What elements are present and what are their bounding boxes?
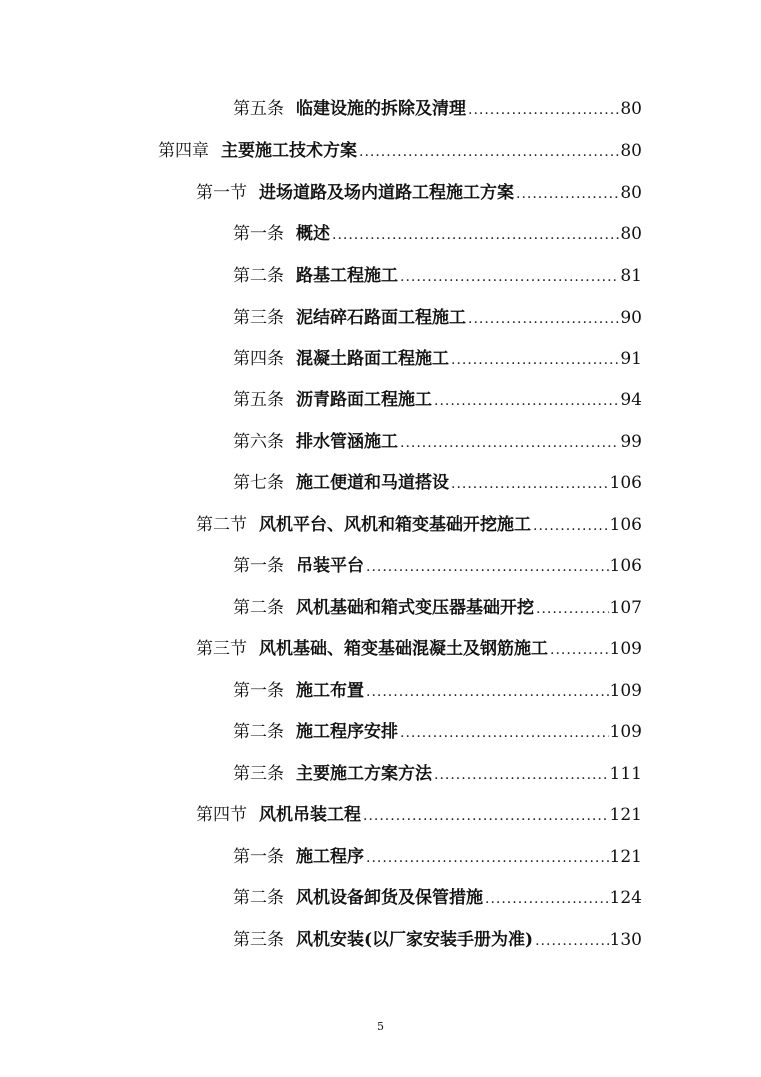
toc-title: 概述 [296, 224, 330, 244]
toc-title: 施工布置 [296, 681, 364, 701]
dot-leader [516, 181, 619, 207]
toc-title: 沥青路面工程施工 [296, 390, 432, 410]
toc-page-number: 99 [620, 432, 642, 452]
dot-leader [363, 803, 609, 829]
toc-title: 吊装平台 [296, 556, 364, 576]
toc-page-number: 124 [609, 888, 642, 908]
toc-title: 风机基础、箱变基础混凝土及钢筋施工 [259, 639, 548, 659]
dot-leader [400, 430, 619, 456]
toc-page-number: 80 [620, 183, 642, 203]
toc-label: 第四章 [158, 141, 209, 161]
toc-page-number: 80 [620, 99, 642, 119]
toc-label: 第二条 [233, 888, 284, 908]
dot-leader [535, 928, 608, 954]
toc-entry[interactable] [196, 180, 642, 206]
toc-entry[interactable] [233, 305, 642, 331]
toc-title: 施工程序 [296, 847, 364, 867]
toc-entry[interactable] [233, 844, 642, 870]
toc-title: 主要施工方案方法 [296, 764, 432, 784]
toc-entry[interactable] [233, 221, 642, 247]
toc-label: 第三条 [233, 308, 284, 328]
toc-entry[interactable] [233, 761, 642, 787]
toc-title: 风机安装(以厂家安装手册为准) [296, 930, 534, 950]
toc-page-number: 121 [609, 847, 642, 867]
toc-page-number: 106 [609, 515, 642, 535]
toc-page-number: 121 [609, 805, 642, 825]
dot-leader [366, 845, 609, 871]
toc-entry[interactable] [233, 470, 642, 496]
toc-title: 临建设施的拆除及清理 [296, 99, 466, 119]
toc-page-number: 90 [620, 308, 642, 328]
toc-entry[interactable] [233, 885, 642, 911]
toc-title: 混凝土路面工程施工 [296, 349, 449, 369]
toc-page-number: 80 [620, 224, 642, 244]
toc-page-number: 81 [620, 266, 642, 286]
dot-leader [434, 388, 619, 414]
toc-label: 第三节 [196, 639, 247, 659]
toc-label: 第三条 [233, 764, 284, 784]
toc-title: 进场道路及场内道路工程施工方案 [259, 183, 514, 203]
toc-entry[interactable] [233, 595, 642, 621]
page-number-footer: 5 [377, 1020, 384, 1033]
toc-entry[interactable] [196, 512, 642, 538]
toc-entry[interactable] [196, 636, 642, 662]
toc-entry[interactable] [233, 346, 642, 372]
toc-label: 第五条 [233, 99, 284, 119]
toc-page-number: 91 [620, 349, 642, 369]
toc-page-number: 109 [609, 681, 642, 701]
toc-label: 第一条 [233, 681, 284, 701]
dot-leader [468, 97, 619, 123]
toc-label: 第五条 [233, 390, 284, 410]
toc-label: 第二条 [233, 722, 284, 742]
toc-entry[interactable] [233, 263, 642, 289]
toc-label: 第一条 [233, 847, 284, 867]
toc-title: 排水管涵施工 [296, 432, 398, 452]
toc-page-number: 109 [609, 722, 642, 742]
toc-entry[interactable] [233, 927, 642, 953]
toc-page-number: 130 [609, 930, 642, 950]
dot-leader [400, 264, 619, 290]
toc-label: 第二条 [233, 266, 284, 286]
dot-leader [533, 513, 609, 539]
toc-page-number: 80 [620, 141, 642, 161]
toc-title: 风机基础和箱式变压器基础开挖 [296, 598, 534, 618]
dot-leader [451, 347, 619, 373]
dot-leader [485, 886, 609, 912]
toc-page-number: 109 [609, 639, 642, 659]
toc-label: 第二条 [233, 598, 284, 618]
toc-title: 风机平台、风机和箱变基础开挖施工 [259, 515, 531, 535]
toc-title: 施工便道和马道搭设 [296, 473, 449, 493]
dot-leader [400, 720, 609, 746]
dot-leader [451, 471, 609, 497]
toc-title: 主要施工技术方案 [221, 141, 357, 161]
toc-page-number: 106 [609, 556, 642, 576]
toc-label: 第一节 [196, 183, 247, 203]
toc-page-number: 94 [620, 390, 642, 410]
toc-label: 第三条 [233, 930, 284, 950]
dot-leader [536, 596, 609, 622]
dot-leader [434, 762, 609, 788]
dot-leader [468, 306, 619, 332]
toc-label: 第一条 [233, 556, 284, 576]
toc-entry[interactable] [233, 387, 642, 413]
toc-label: 第二节 [196, 515, 247, 535]
toc-page-number: 107 [609, 598, 642, 618]
toc-title: 风机吊装工程 [259, 805, 361, 825]
toc-title: 风机设备卸货及保管措施 [296, 888, 483, 908]
toc-page-number: 111 [609, 764, 642, 784]
toc-entry[interactable] [233, 719, 642, 745]
toc-title: 路基工程施工 [296, 266, 398, 286]
toc-entry[interactable] [233, 96, 642, 122]
dot-leader [332, 222, 619, 248]
toc-title: 泥结碎石路面工程施工 [296, 308, 466, 328]
toc-entry[interactable] [158, 138, 642, 164]
toc-label: 第六条 [233, 432, 284, 452]
toc-label: 第七条 [233, 473, 284, 493]
dot-leader [359, 139, 619, 165]
toc-label: 第一条 [233, 224, 284, 244]
toc-entry[interactable] [233, 429, 642, 455]
dot-leader [366, 554, 609, 580]
toc-entry[interactable] [196, 802, 642, 828]
toc-label: 第四条 [233, 349, 284, 369]
dot-leader [366, 679, 609, 705]
toc-label: 第四节 [196, 805, 247, 825]
dot-leader [550, 637, 609, 663]
toc-entry[interactable] [233, 678, 642, 704]
toc-title: 施工程序安排 [296, 722, 398, 742]
toc-entry[interactable] [233, 553, 642, 579]
toc-page-number: 106 [609, 473, 642, 493]
